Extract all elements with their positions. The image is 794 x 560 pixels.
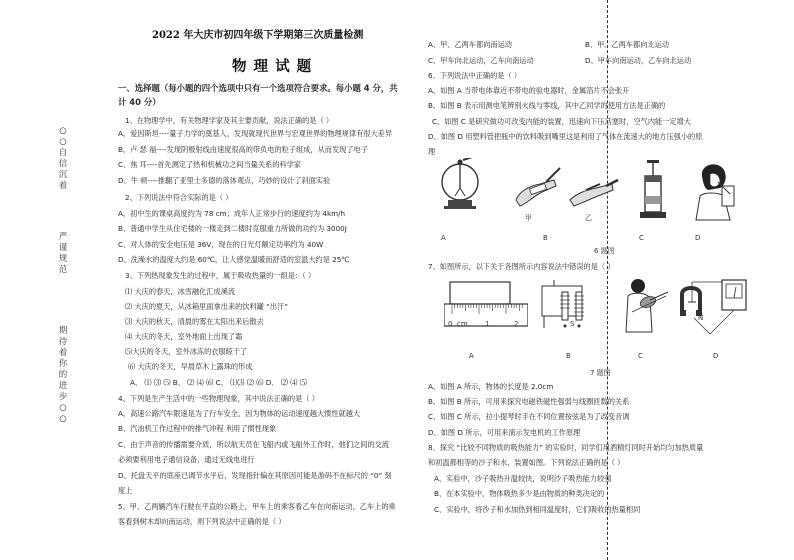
q6-option-d: D、如图 D 用塑料管把瓶中的饮料吸到嘴里这是利用了气体在流速大的地方压强小的原 [428, 132, 703, 141]
q8-stem-cont: 和初温都相等的沙子和水，装置如图。下列说法正确的是（ ） [428, 458, 625, 467]
switch-s-label: S [570, 320, 575, 328]
q4-option-d: D、托盘天平的底座已调节水平后，发现指针偏在其原因可能是游码不在标尺的 “0” 刻 [118, 471, 392, 480]
test-pen-figure-jia [510, 160, 562, 210]
q6-option-c: C、如图 C 是研究做功可改变内能的装置，迅速向下压活塞时，空气内能一定增大 [432, 117, 691, 126]
q3-stem: 3、下列热现象发生的过程中，属于吸收热量的一组是：（ ） [125, 271, 316, 280]
q2-option-b: B、普通中学生从住宅楼的一楼走到二楼时克服重力所做的功约为 3000J [118, 224, 347, 233]
margin-char: ○ [59, 126, 67, 136]
section-heading: 一、选择题（每小题的四个选项中只有一个选项符合要求。每小题 4 分，共 [118, 83, 398, 93]
fig7-label-a: A [469, 352, 474, 360]
section-heading-cont: 计 40 分） [118, 97, 161, 107]
q3-item-5: ⑸大庆的冬天，室外冰冻的衣服晾干了 [125, 347, 248, 356]
margin-char: 着 [58, 348, 68, 358]
q4-option-a: A、高速公路汽车限速是为了行车安全，因为物体的运动速度越大惯性就越大 [118, 409, 361, 418]
margin-motto-3 [58, 326, 68, 425]
margin-char: 范 [58, 265, 68, 275]
margin-char: 步 [58, 392, 68, 402]
q3-item-4: ⑷ 大庆的冬天，室外地面上出现了霜 [125, 332, 243, 341]
q4-option-c-cont: 必须要利用电子通信设备，通过无线电进行 [118, 455, 255, 464]
fig6-jia-label: 甲 [525, 214, 532, 222]
q1-option-c: C、焦 耳----首先测定了热和机械功之间当量关系的科学家 [118, 160, 301, 169]
margin-char: ○ [59, 137, 67, 147]
q4-option-d-cont: 度上 [118, 486, 133, 495]
q1-stem: 1、在物理学中，有关物理学家及其主要贡献，说法正确的是（ ） [125, 116, 334, 125]
ruler-cm-label: cm [457, 320, 468, 328]
fig6-label-a: A [441, 234, 446, 242]
q4-stem: 4、下列是生产生活中的一些物理现象，其中说法正确的是（ ） [118, 394, 319, 403]
q5-option-d: D、甲车向南运动，乙车向北运动 [585, 56, 692, 65]
q3-item-6: ⑹ 大庆的冬天，早晨草木上露珠的形成 [128, 362, 253, 371]
margin-motto-2 [58, 232, 68, 276]
margin-char: ○ [59, 414, 67, 424]
margin-char: 进 [58, 381, 68, 391]
q6-option-a: A、如图 A 当带电体靠近不带电的验电器时，金属箔片不会张开 [428, 86, 630, 95]
fig6-label-d: D [695, 234, 701, 242]
q4-option-c: C、由于声音的传播需要介质，所以航天员在飞船内或飞船外工作时，他们之间的交流 [118, 440, 389, 449]
margin-char: 的 [58, 370, 68, 380]
exam-title: 2022 年大庆市初四年级下学期第三次质量检测 [152, 30, 364, 41]
q4-option-b: B、汽油机工作过程中的排气冲程 利用了惯性现象 [118, 424, 277, 433]
q5-option-a: A、甲、乙两车都向南运动 [428, 40, 512, 49]
electromagnet-figure [540, 278, 602, 338]
fig6-yi-label: 乙 [585, 214, 592, 222]
electroscope-figure [436, 158, 496, 224]
q8-option-c: C、实验中，将沙子和水加热到相同温度时，它们吸收的热量相同 [434, 505, 641, 514]
q2-option-c: C、对人体的安全电压是 36V，现在的日光灯额定功率约为 40W [118, 240, 324, 249]
margin-char: 着 [58, 181, 68, 191]
margin-char: 规 [58, 254, 68, 264]
ruler-two-label: 2 [514, 320, 519, 328]
q5-stem: 5、甲、乙两辆汽车行驶在平直的公路上，甲车上的乘客看乙车在向南运动，乙车上的乘 [118, 502, 396, 511]
q8-stem: 8、探究 “比较不同物质的吸热能力” 的实验时，同学们用酒精灯同时开始均匀加热质量 [428, 443, 704, 452]
margin-char: 谨 [58, 243, 68, 253]
fig6-label-c: C [639, 234, 644, 242]
q3-item-2: ⑵ 大庆的夏天，从冰箱里面拿出来的饮料罐 “出汗” [125, 302, 288, 311]
fig7-label-b: B [566, 352, 571, 360]
margin-char: 期 [58, 326, 68, 336]
q5-option-c: C、甲车向北运动，乙车向南运动 [428, 56, 534, 65]
margin-char: 待 [58, 337, 68, 347]
ruler-one-label: 1 [485, 320, 490, 328]
q1-option-d: D、牛 顿----推翻了亚里士多德的落体观点，巧妙的设计了斜面实验 [118, 176, 331, 185]
q2-option-a: A、初中生的课桌高度约为 78 cm；成年人正常步行的速度约为 4km/h [118, 209, 346, 218]
q1-option-a: A、爱因斯坦----量子力学的奠基人，发现就现代世界与宏观世界的物理规律有很大差异 [118, 129, 393, 138]
q6-option-d-cont: 理 [428, 147, 436, 156]
test-pen-figure-yi [566, 162, 620, 210]
q7-option-a: A、如图 A 所示，物体的长度是 2.0cm [428, 382, 554, 391]
violin-figure [618, 276, 670, 340]
fig7-label-d: D [713, 352, 719, 360]
q5-option-b: B、甲、乙两车都向北运动 [585, 40, 669, 49]
q3-options: A、 ⑴ ⑶ ⑸ B、 ⑵ ⑷ ⑹ C、 ⑴⑶ ⑵ ⑹ D、 ⑵ ⑷ ⑸ [130, 378, 307, 387]
ruler-zero-label: 0 [448, 320, 453, 328]
fig6-caption: 6 题图 [594, 247, 615, 255]
fig6-label-b: B [543, 234, 548, 242]
margin-char: ○ [59, 403, 67, 413]
margin-char: 信 [58, 159, 68, 169]
q7-option-c: C、如图 C 所示，拉小提琴时手在不同位置按弦是为了改变音调 [428, 412, 630, 421]
q5-stem-cont: 客看到树木却向南运动，则下列说法中正确的是（ ） [118, 517, 286, 526]
piston-cylinder-figure [636, 160, 670, 224]
margin-char: 你 [58, 359, 68, 369]
q3-item-1: ⑴ 大庆的春天，冰雪融化汇成溪流 [125, 287, 236, 296]
q3-item-3: ⑶ 大庆的秋天，清晨的雾在太阳出来后散去 [125, 317, 264, 326]
subject-title: 物 理 试 题 [232, 58, 313, 75]
margin-char: 自 [58, 148, 68, 158]
q7-stem: 7、如图所示，以下关于各图所示内容说法中错误的是（ ） [428, 262, 615, 271]
fig7-caption: 7 题图 [590, 369, 611, 377]
generator-figure [676, 276, 750, 340]
margin-char: 严 [58, 232, 68, 242]
q8-option-b: B、在本实验中，物体吸热多少是由物质的种类决定的 [434, 489, 605, 498]
q6-option-b: B、如图 B 表示用测电笔辨别火线与零线，其中乙同学的使用方法是正确的 [428, 101, 666, 110]
q2-stem: 2、下列说法中符合实际的是（ ） [125, 193, 233, 202]
q7-option-b: B、如图 B 所示，可用来探究电磁铁磁性强弱与线圈匝数的关系 [428, 397, 630, 406]
margin-motto-1 [58, 126, 68, 192]
q1-option-b: B、卢 瑟 福----发现阴极射线由速度很高的带负电的粒子组成，从而发现了电子 [118, 145, 368, 154]
q2-option-d: D、洗澡水的温度大约是 60℃，让人感觉温暖而舒适的室温大约是 25℃ [118, 255, 350, 264]
drinking-straw-figure [688, 160, 744, 222]
margin-char: 沉 [58, 170, 68, 180]
magnet-n-label: N [698, 314, 704, 322]
q7-option-d: D、如图 D 所示，可用来演示发电机的工作原理 [428, 428, 581, 437]
fig7-label-c: C [638, 352, 643, 360]
q8-option-a: A、实验中，沙子吸热升温较快，说明沙子吸热能力较强 [434, 474, 612, 483]
q6-stem: 6、下列说法中正确的是（ ） [428, 71, 522, 80]
